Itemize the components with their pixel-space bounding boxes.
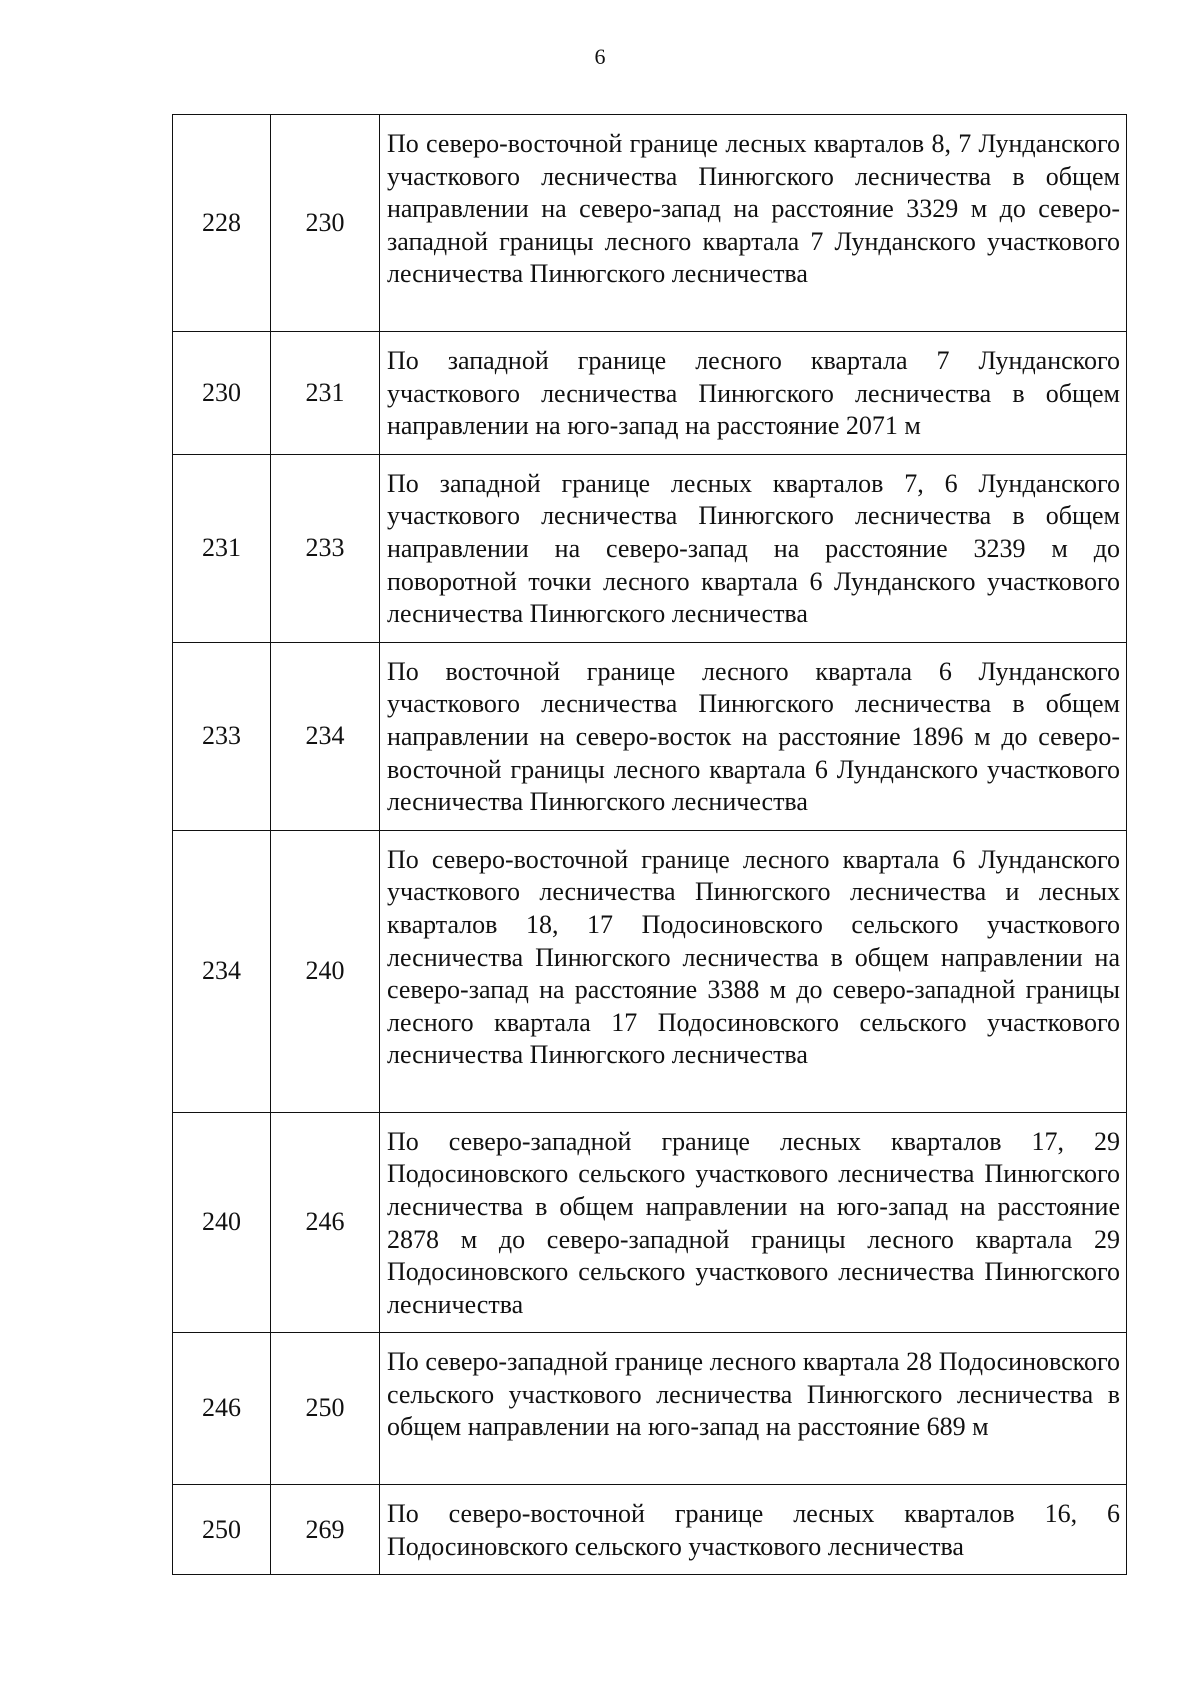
from-point-cell: 250 (173, 1485, 271, 1575)
boundary-description-cell: По северо-западной границе лесного квартала 28 Подосиновского сельского участкового лесничества Пинюгского лесничества в общем направлении на юго-запад на расстояние 689 м (380, 1333, 1127, 1485)
to-point-cell: 246 (271, 1112, 380, 1333)
from-point-cell: 234 (173, 830, 271, 1112)
from-point-cell: 246 (173, 1333, 271, 1485)
boundary-description-cell: По северо-восточной границе лесных кварталов 8, 7 Лунданского участкового лесничества Пинюгского лесничества в общем направлении на северо-запад на расстояние 3329 м до северо-западной границы лесного квартала 7 Лунданского участкового лесничества Пинюгского лесничества (380, 115, 1127, 332)
table-row (173, 454, 1127, 642)
to-point-cell: 269 (271, 1485, 380, 1575)
table-row (173, 1333, 1127, 1485)
page-number: 6 (594, 44, 606, 69)
to-point-cell: 231 (271, 332, 380, 455)
from-point-cell: 233 (173, 642, 271, 830)
to-point-cell: 250 (271, 1333, 380, 1485)
boundary-description-table (172, 114, 1127, 1575)
boundary-description-cell: По северо-восточной границе лесного квартала 6 Лунданского участкового лесничества Пинюгского лесничества и лесных кварталов 18, 17 Подосиновского сельского участкового лесничества Пинюгского лесничества в общем направлении на северо-запад на расстояние 3388 м до северо-западной границы лесного квартала 17 Подосиновского сельского участкового лесничества Пинюгского лесничества (380, 830, 1127, 1112)
table-row (173, 642, 1127, 830)
table-row (173, 1112, 1127, 1333)
boundary-description-cell: По северо-восточной границе лесных кварталов 16, 6 Подосиновского сельского участкового лесничества (380, 1485, 1127, 1575)
from-point-cell: 230 (173, 332, 271, 455)
to-point-cell: 233 (271, 454, 380, 642)
table-row (173, 332, 1127, 455)
boundary-description-cell: По западной границе лесных кварталов 7, 6 Лунданского участкового лесничества Пинюгского лесничества в общем направлении на северо-запад на расстояние 3239 м до поворотной точки лесного квартала 6 Лунданского участкового лесничества Пинюгского лесничества (380, 454, 1127, 642)
boundary-description-cell: По восточной границе лесного квартала 6 Лунданского участкового лесничества Пинюгского лесничества в общем направлении на северо-восток на расстояние 1896 м до северо-восточной границы лесного квартала 6 Лунданского участкового лесничества Пинюгского лесничества (380, 642, 1127, 830)
to-point-cell: 230 (271, 115, 380, 332)
from-point-cell: 240 (173, 1112, 271, 1333)
to-point-cell: 234 (271, 642, 380, 830)
table-row (173, 830, 1127, 1112)
table-row (173, 115, 1127, 332)
from-point-cell: 228 (173, 115, 271, 332)
boundary-description-cell: По северо-западной границе лесных кварталов 17, 29 Подосиновского сельского участкового лесничества Пинюгского лесничества в общем направлении на юго-запад на расстояние 2878 м до северо-западной границы лесного квартала 29 Подосиновского сельского участкового лесничества Пинюгского лесничества (380, 1112, 1127, 1333)
table-row (173, 1485, 1127, 1575)
boundary-description-cell: По западной границе лесного квартала 7 Лунданского участкового лесничества Пинюгского лесничества в общем направлении на юго-запад на расстояние 2071 м (380, 332, 1127, 455)
from-point-cell: 231 (173, 454, 271, 642)
to-point-cell: 240 (271, 830, 380, 1112)
